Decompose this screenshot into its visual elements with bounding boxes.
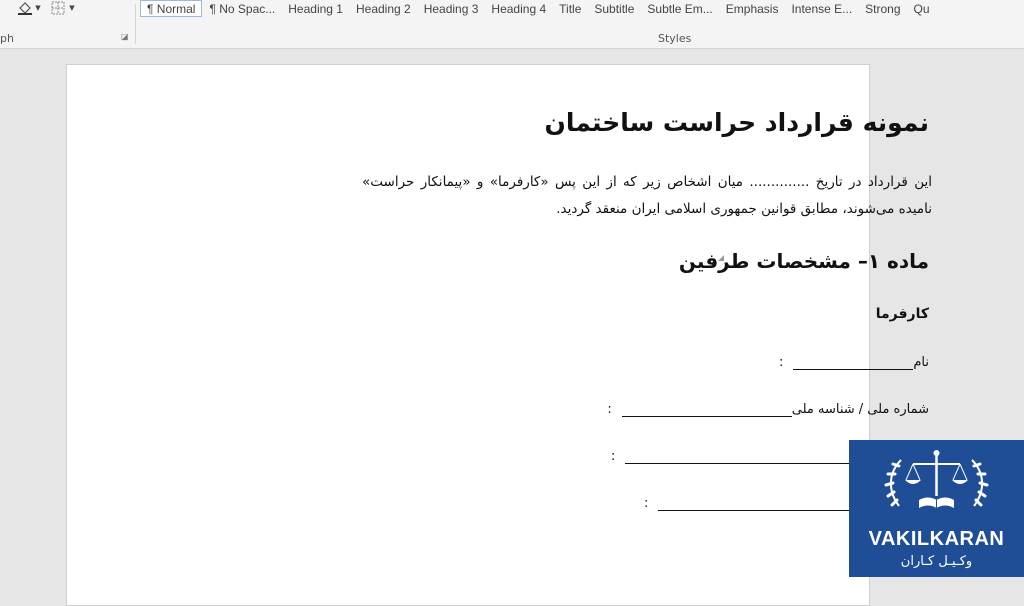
style-no-spacing[interactable]: ¶ No Spac... bbox=[209, 1, 276, 16]
style-heading-3[interactable]: Heading 3 bbox=[423, 1, 479, 16]
style-intense-emphasis[interactable]: Intense E... bbox=[791, 1, 853, 16]
paragraph-group-label: ph bbox=[0, 32, 14, 45]
scales-of-justice-icon bbox=[849, 440, 1024, 530]
style-heading-4[interactable]: Heading 4 bbox=[491, 1, 547, 16]
field-colon: : bbox=[778, 355, 784, 370]
field-colon: : bbox=[610, 449, 616, 464]
field-national-id bbox=[607, 402, 929, 417]
shading-fill-icon[interactable] bbox=[14, 0, 36, 16]
borders-icon[interactable] bbox=[50, 0, 66, 16]
article-heading: ماده ۱– مشخصات طرفین bbox=[678, 249, 929, 273]
blank-line bbox=[793, 357, 913, 370]
document-title: نمونه قرارداد حراست ساختمان bbox=[544, 108, 929, 137]
employer-heading: کارفرما bbox=[875, 306, 929, 322]
shading-dropdown-icon[interactable]: ▼ bbox=[35, 4, 41, 12]
paragraph-dialog-launcher-icon[interactable]: ◪ bbox=[121, 32, 129, 41]
logo-name-persian: وکـیـل کـاران bbox=[900, 554, 973, 569]
field-colon: : bbox=[644, 496, 649, 511]
styles-group-label: Styles bbox=[658, 32, 692, 45]
group-divider bbox=[135, 4, 136, 44]
style-emphasis[interactable]: Emphasis bbox=[725, 1, 779, 16]
style-title[interactable]: Title bbox=[559, 1, 582, 16]
style-normal[interactable]: ¶ Normal bbox=[140, 0, 202, 17]
style-subtitle[interactable]: Subtitle bbox=[594, 1, 635, 16]
style-strong[interactable]: Strong bbox=[865, 1, 901, 16]
ribbon bbox=[0, 0, 1024, 49]
field-label: شماره ملی / شناسه ملی bbox=[791, 402, 929, 417]
blank-line bbox=[658, 498, 858, 511]
style-heading-1[interactable]: Heading 1 bbox=[288, 1, 343, 16]
field-colon: : bbox=[607, 402, 612, 417]
intro-paragraph: این قرارداد در تاریخ .............. میان اشخاص زیر که از این پس «کارفرما» و «پیمانکار حراست» نامیده می‌شوند، مطابق قوانین جمهوری اسلامی ایران منعقد گردید. bbox=[362, 174, 932, 217]
blank-line bbox=[622, 404, 792, 417]
field-label: نام bbox=[913, 355, 929, 370]
styles-gallery bbox=[140, 0, 937, 18]
style-quote[interactable]: Qu bbox=[913, 1, 930, 16]
style-subtle-emphasis[interactable]: Subtle Em... bbox=[647, 1, 713, 16]
logo-name-english: VAKILKARAN bbox=[868, 528, 1005, 550]
vakilkaran-logo bbox=[849, 440, 1024, 577]
field-name bbox=[779, 355, 929, 370]
borders-dropdown-icon[interactable]: ▼ bbox=[69, 4, 75, 12]
document-page[interactable] bbox=[66, 64, 870, 606]
style-heading-2[interactable]: Heading 2 bbox=[355, 1, 411, 16]
